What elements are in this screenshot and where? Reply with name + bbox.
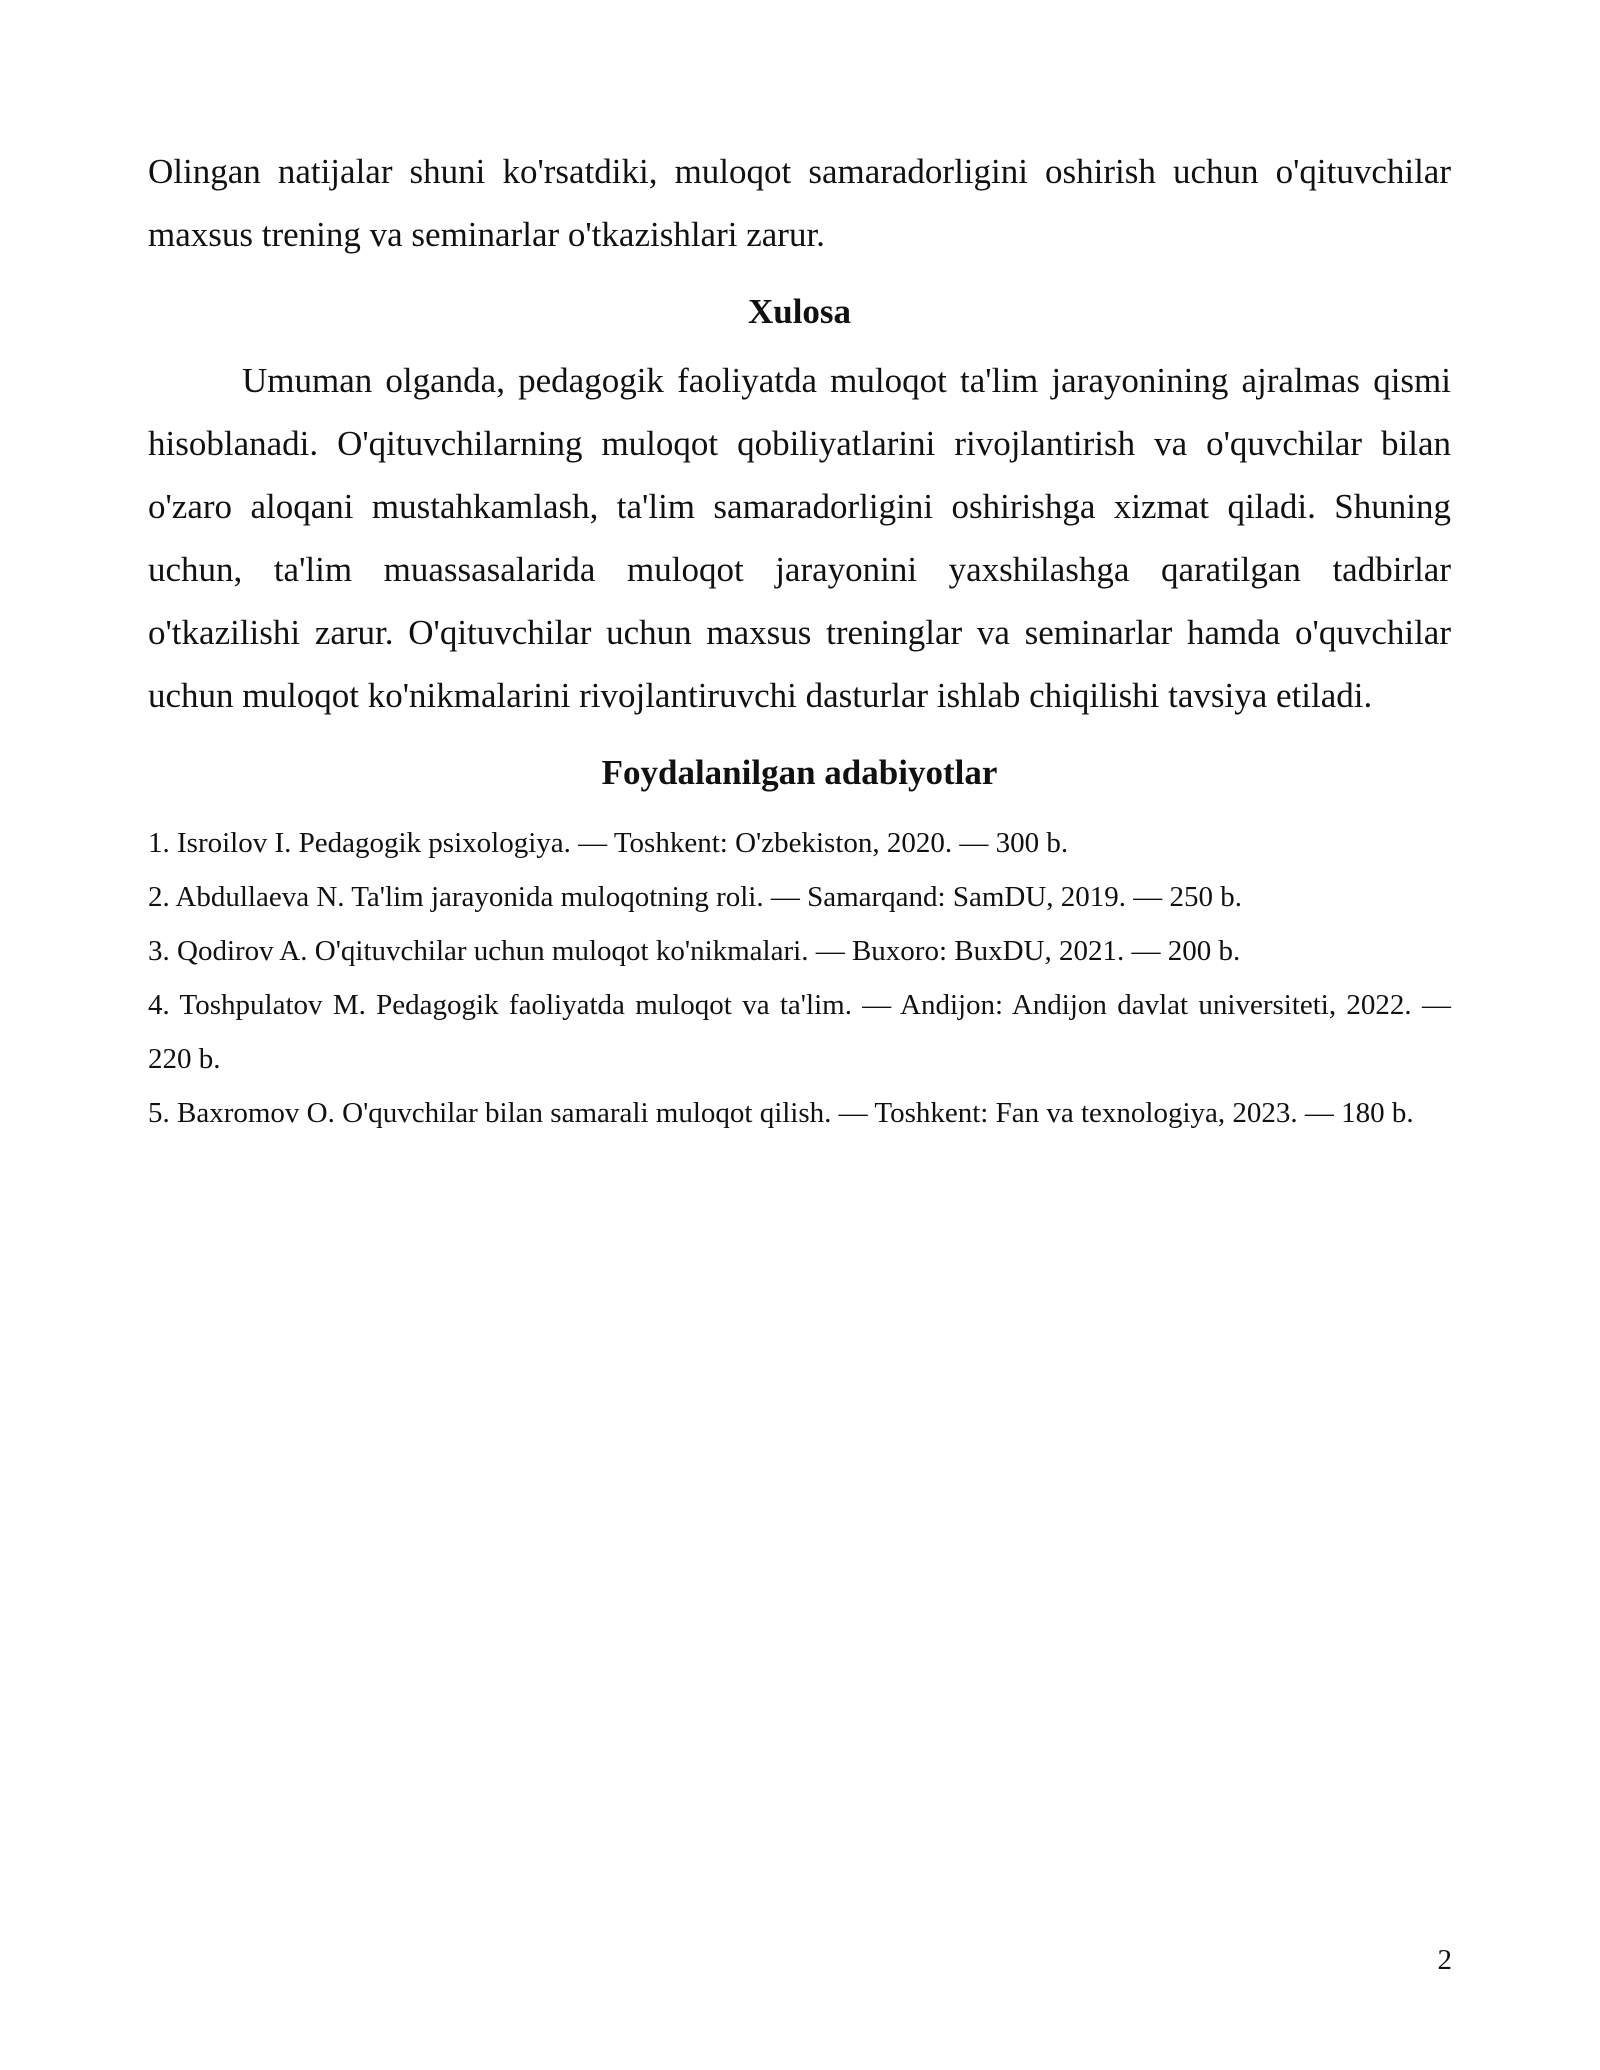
reference-item-2: 2. Abdullaeva N. Ta'lim jarayonida muloqotning roli. — Samarqand: SamDU, 2019. — 250 b.	[148, 881, 1243, 913]
conclusion-heading: Xulosa	[747, 292, 852, 331]
conclusion-paragraph: Umuman olganda, pedagogik faoliyatda muloqot ta'lim jarayonining ajralmas qismi hisoblanadi. O'qituvchilarning muloqot qobiliyatlarini rivojlantirish va o'quvchilar bilan o'zaro aloqani mustahkamlash, ta'lim samaradorligini oshirishga xizmat qiladi. Shuning uchun, ta'lim muassasalarida muloqot jarayonini yaxshilashga qaratilgan tadbirlar o'tkazilishi zarur. O'qituvchilar uchun maxsus treninglar va seminarlar hamda o'quvchilar uchun muloqot ko'nikmalarini rivojlantiruvchi dasturlar ishlab chiqilishi tavsiya etiladi.	[148, 361, 1451, 715]
reference-item-5: 5. Baxromov O. O'quvchilar bilan samarali muloqot qilish. — Toshkent: Fan va texnologiya, 2023. — 180 b.	[148, 1097, 1414, 1129]
references-list	[148, 816, 1451, 1140]
reference-item-3: 3. Qodirov A. O'qituvchilar uchun muloqot ko'nikmalari. — Buxoro: BuxDU, 2021. — 200 b.	[148, 935, 1241, 967]
intro-paragraph	[148, 140, 1451, 266]
intro-line-1: Olingan natijalar shuni ko'rsatdiki, muloqot samaradorligini oshirish uchun o'qituvchilar	[148, 152, 1451, 191]
references-heading: Foydalanilgan adabiyotlar	[601, 753, 998, 792]
document-page	[148, 140, 1451, 1140]
intro-line-2: maxsus trening va seminarlar o'tkazishlari zarur.	[148, 215, 825, 254]
page-number: 2	[1437, 1944, 1452, 1976]
reference-item-1: 1. Isroilov I. Pedagogik psixologiya. — Toshkent: O'zbekiston, 2020. — 300 b.	[148, 827, 1069, 859]
reference-item-4: 4. Toshpulatov M. Pedagogik faoliyatda muloqot va ta'lim. — Andijon: Andijon davlat universiteti, 2022. — 220 b.	[148, 989, 1451, 1075]
